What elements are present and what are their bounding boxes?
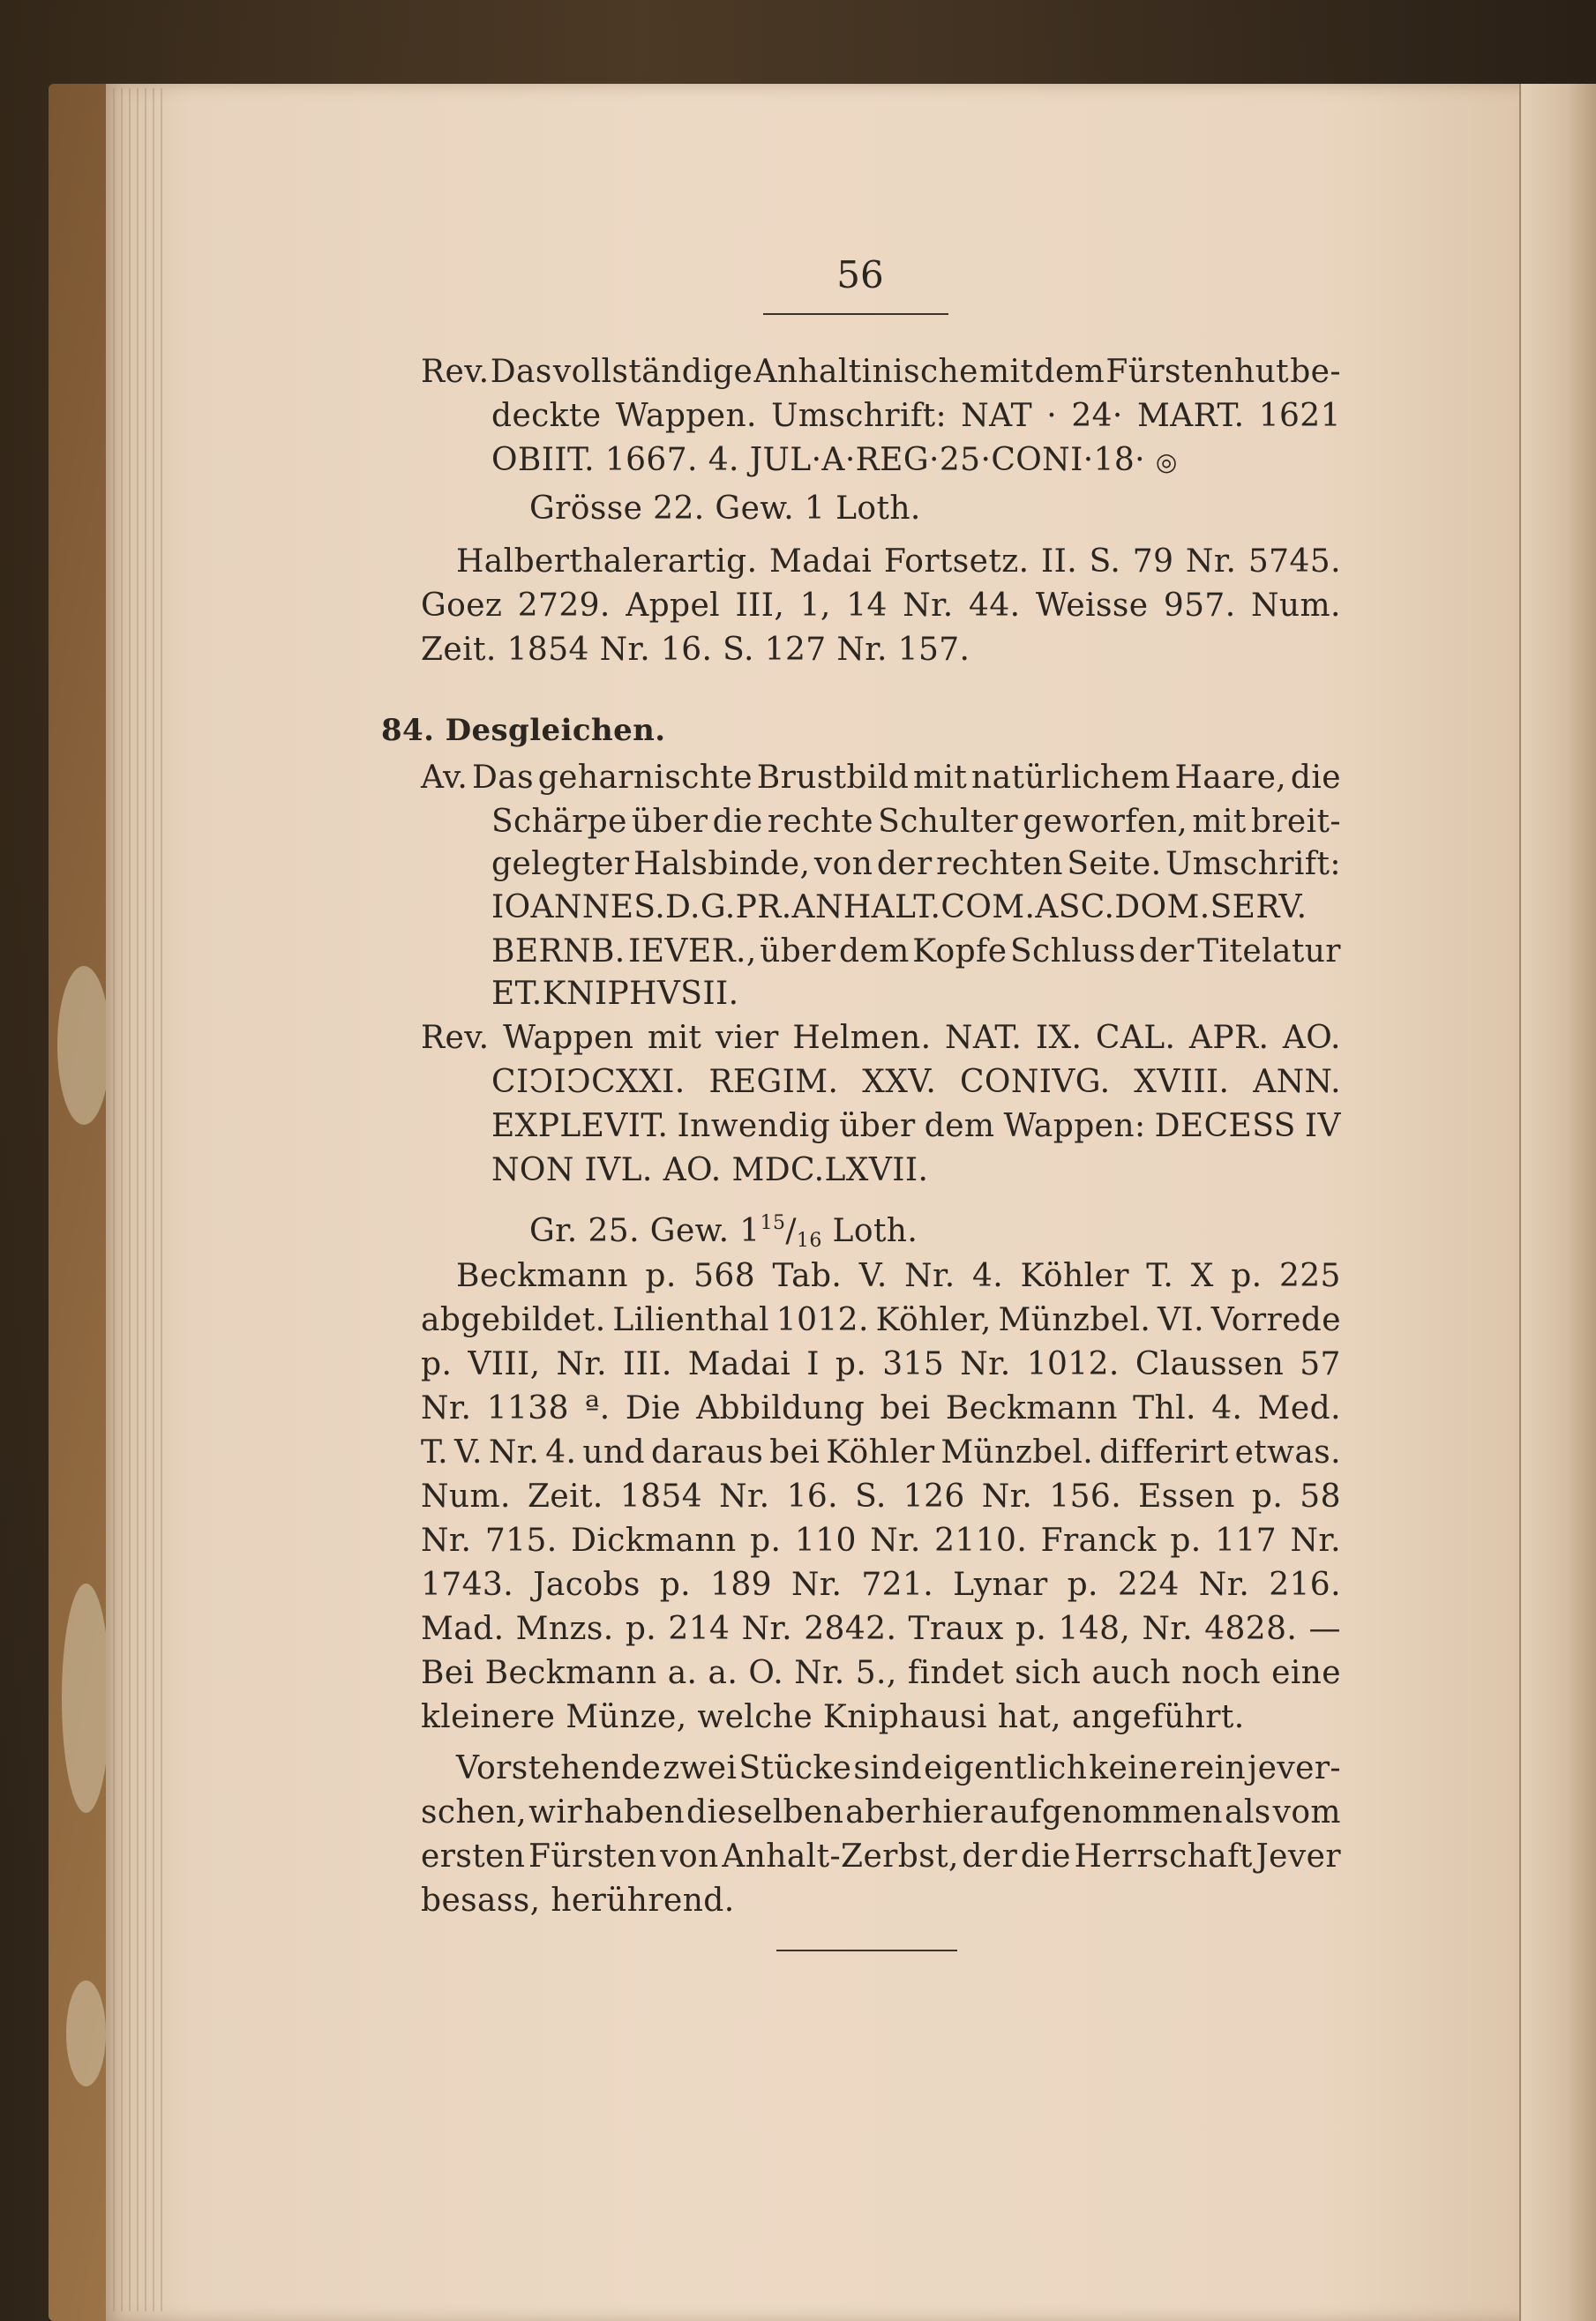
word: sind bbox=[853, 1750, 923, 1786]
text-line: kleinere Münze, welche Kniphausi hat, angeführt. bbox=[421, 1699, 1245, 1735]
word: Madai bbox=[687, 1346, 791, 1382]
word: Nr. bbox=[719, 1479, 770, 1515]
word: Num. bbox=[421, 1479, 511, 1515]
word: Madai bbox=[768, 543, 873, 580]
word: Med. bbox=[1257, 1390, 1341, 1426]
word: Weisse bbox=[1035, 588, 1149, 624]
word: noch bbox=[1181, 1655, 1261, 1691]
word: Haare, bbox=[1174, 760, 1287, 796]
text-line bbox=[456, 1257, 1341, 1296]
word: CONIVG. bbox=[959, 1064, 1111, 1100]
word: aufgenommen bbox=[989, 1794, 1224, 1831]
word: Die bbox=[625, 1390, 681, 1426]
word: p. bbox=[1231, 1258, 1263, 1294]
word: T. bbox=[1146, 1258, 1174, 1294]
word: p. bbox=[1015, 1611, 1047, 1647]
word: 4828. bbox=[1204, 1611, 1298, 1647]
word: über bbox=[632, 804, 708, 840]
page-number: 56 bbox=[836, 253, 884, 296]
word: Rev. bbox=[421, 1020, 490, 1056]
word: 721. bbox=[861, 1567, 934, 1603]
word: 1, bbox=[799, 588, 831, 624]
word: vier bbox=[715, 1020, 779, 1056]
word: Titelatur bbox=[1197, 933, 1341, 970]
word: hier bbox=[921, 1794, 988, 1831]
word: 57 bbox=[1300, 1346, 1341, 1382]
word: Nr. bbox=[556, 1346, 607, 1382]
word: 214 bbox=[668, 1611, 731, 1647]
text-line: besass, herührend. bbox=[421, 1883, 735, 1919]
word: abgebildet. bbox=[421, 1302, 606, 1338]
text-line bbox=[491, 803, 1341, 842]
word: Nr. bbox=[903, 588, 954, 624]
text-line bbox=[421, 1345, 1341, 1384]
fraction-slash: / bbox=[785, 1213, 797, 1249]
word: S. bbox=[855, 1479, 887, 1515]
weight-line bbox=[529, 1204, 918, 1261]
word: Halberthalerartig. bbox=[456, 543, 758, 580]
word: Münzbel. bbox=[998, 1302, 1151, 1338]
word: p. bbox=[1067, 1567, 1098, 1603]
word: mit bbox=[1192, 804, 1247, 840]
word: natürlichem bbox=[971, 760, 1171, 796]
entry-heading: 84. Desgleichen. bbox=[381, 713, 666, 748]
word: p. bbox=[625, 1611, 657, 1647]
word: IX. bbox=[1035, 1020, 1083, 1056]
word: die bbox=[712, 804, 763, 840]
word: 216. bbox=[1269, 1567, 1341, 1603]
word: Num. bbox=[1251, 588, 1341, 624]
word: die bbox=[1290, 760, 1341, 796]
word: geharnischte bbox=[537, 760, 753, 796]
word: IOANNES.D.G.PR.ANHALT.COM.ASC.DOM.SERV. bbox=[491, 889, 1308, 925]
word: Franck bbox=[1040, 1523, 1157, 1559]
word: Fürstenhut bbox=[1105, 354, 1290, 390]
text-line bbox=[421, 1389, 1341, 1428]
word: APR. bbox=[1188, 1020, 1270, 1056]
text-line bbox=[421, 1793, 1341, 1832]
word: 2110. bbox=[934, 1523, 1028, 1559]
weight-text: Gr. 25. Gew. 1 bbox=[529, 1213, 761, 1249]
word: Münzbel. bbox=[940, 1434, 1094, 1471]
word: V. bbox=[858, 1258, 888, 1294]
word: Das bbox=[471, 760, 534, 796]
word: 2842. bbox=[804, 1611, 897, 1647]
word: Anhaltinische bbox=[753, 354, 978, 390]
text-line bbox=[421, 1610, 1341, 1649]
text-line bbox=[421, 1654, 1341, 1693]
word: gelegter bbox=[491, 846, 630, 882]
word: II. bbox=[1041, 543, 1078, 580]
word: Nr. bbox=[421, 1390, 472, 1426]
word: Umschrift: bbox=[771, 398, 948, 434]
word: eine bbox=[1271, 1655, 1341, 1691]
word: Beckmann bbox=[484, 1655, 657, 1691]
word: Nr. bbox=[904, 1258, 955, 1294]
word: 5745. bbox=[1248, 543, 1341, 580]
word: 315 bbox=[882, 1346, 945, 1382]
word: Nr. bbox=[960, 1346, 1011, 1382]
word: Fortsetz. bbox=[883, 543, 1030, 580]
word: Nr. bbox=[488, 1434, 540, 1471]
word: O. bbox=[748, 1655, 784, 1691]
word: 5., bbox=[855, 1655, 897, 1691]
word: p. bbox=[835, 1346, 867, 1382]
word: aber bbox=[845, 1794, 920, 1831]
text-line: OBIIT. 1667. 4. JUL·A·REG·25·CONI·18· bbox=[491, 442, 1145, 478]
text-line bbox=[491, 845, 1341, 884]
word: Appel bbox=[626, 588, 721, 624]
word: NAT. bbox=[944, 1020, 1023, 1056]
word: Anhalt-Zerbst, bbox=[722, 1838, 959, 1875]
word: vom bbox=[1272, 1794, 1341, 1831]
text-line bbox=[421, 1838, 1341, 1876]
word: Zeit. bbox=[527, 1479, 603, 1515]
word: Nr. bbox=[741, 1611, 792, 1647]
word: mit bbox=[647, 1020, 702, 1056]
word: Inwendig bbox=[677, 1108, 831, 1144]
word: als bbox=[1224, 1794, 1271, 1831]
word: der bbox=[1138, 933, 1195, 970]
word: Bei bbox=[421, 1655, 475, 1691]
word: Beckmann bbox=[945, 1390, 1118, 1426]
word: be- bbox=[1290, 354, 1341, 390]
text-line bbox=[491, 441, 1178, 482]
word: Rev. bbox=[421, 354, 490, 390]
word: dem bbox=[839, 933, 910, 970]
word: Umschrift: bbox=[1165, 846, 1341, 882]
word: rein bbox=[1180, 1750, 1247, 1786]
text-line bbox=[421, 1478, 1341, 1516]
word: dieselben bbox=[686, 1794, 844, 1831]
header-rule bbox=[763, 313, 948, 315]
word: Dickmann bbox=[571, 1523, 737, 1559]
word: mit bbox=[979, 354, 1034, 390]
word: deckte bbox=[491, 398, 602, 434]
fraction-numerator: 15 bbox=[760, 1212, 786, 1234]
word: der bbox=[876, 846, 933, 882]
word: Fürsten bbox=[528, 1838, 657, 1875]
word: Köhler, bbox=[875, 1302, 992, 1338]
word: 957. bbox=[1163, 588, 1236, 624]
word: etwas. bbox=[1234, 1434, 1341, 1471]
word: IEVER., bbox=[628, 933, 757, 970]
word: rechten bbox=[936, 846, 1063, 882]
word: Nr. bbox=[794, 1655, 845, 1691]
word: p. bbox=[1251, 1479, 1284, 1515]
word: 24· bbox=[1071, 398, 1123, 434]
ornament-symbol: ◎ bbox=[1155, 447, 1178, 476]
word: 1138 bbox=[486, 1390, 569, 1426]
word: eigentlich bbox=[924, 1750, 1088, 1786]
word: p. bbox=[421, 1346, 453, 1382]
word: 148, bbox=[1058, 1611, 1131, 1647]
word: mit bbox=[912, 760, 968, 796]
word: BERNB. bbox=[491, 933, 626, 970]
text-line bbox=[421, 1566, 1341, 1605]
word: Lilienthal bbox=[612, 1302, 769, 1338]
word: Nr. bbox=[981, 1479, 1033, 1515]
word: 4. bbox=[1211, 1390, 1243, 1426]
text-line bbox=[421, 1434, 1341, 1472]
word: S. bbox=[1089, 543, 1121, 580]
word: Seite. bbox=[1067, 846, 1162, 882]
word: Av. bbox=[421, 760, 468, 796]
word: T. bbox=[421, 1434, 448, 1471]
text-line: ET.KNIPHVSII. bbox=[491, 976, 739, 1012]
word: NAT bbox=[961, 398, 1033, 434]
word: AO. bbox=[1282, 1020, 1341, 1056]
word: 4. bbox=[545, 1434, 577, 1471]
word: · bbox=[1046, 398, 1058, 434]
word: 715. bbox=[484, 1523, 558, 1559]
word: Vorstehende bbox=[456, 1750, 662, 1786]
word: Nr. bbox=[1290, 1523, 1341, 1559]
word: keine bbox=[1089, 1750, 1179, 1786]
word: findet bbox=[907, 1655, 1005, 1691]
word: a. bbox=[667, 1655, 698, 1691]
word: III. bbox=[623, 1346, 672, 1382]
word: a. bbox=[708, 1655, 738, 1691]
word: 568 bbox=[693, 1258, 756, 1294]
text-line bbox=[491, 397, 1341, 436]
word: über bbox=[839, 1108, 916, 1144]
word: Kopfe bbox=[912, 933, 1008, 970]
word: p. bbox=[659, 1567, 692, 1603]
text-line bbox=[456, 543, 1341, 581]
word: VI. bbox=[1158, 1302, 1204, 1338]
word: Helmen. bbox=[792, 1020, 932, 1056]
word: Abbildung bbox=[696, 1390, 865, 1426]
text-line bbox=[491, 888, 1341, 927]
word: Jacobs bbox=[533, 1567, 641, 1603]
word: 1743. bbox=[421, 1567, 514, 1603]
word: XVIII. bbox=[1134, 1064, 1230, 1100]
word: dem bbox=[1034, 354, 1105, 390]
word: 224 bbox=[1117, 1567, 1180, 1603]
word: sich bbox=[1015, 1655, 1082, 1691]
word: rechte bbox=[767, 804, 873, 840]
word: IV bbox=[1304, 1108, 1341, 1144]
word: VIII, bbox=[468, 1346, 541, 1382]
word: 156. bbox=[1049, 1479, 1122, 1515]
word: Traux bbox=[908, 1611, 1004, 1647]
word: 117 bbox=[1215, 1523, 1278, 1559]
word: Goez bbox=[421, 588, 503, 624]
word: breit- bbox=[1250, 804, 1341, 840]
word: geworfen, bbox=[1023, 804, 1188, 840]
word: Brustbild bbox=[756, 760, 910, 796]
word: Köhler bbox=[826, 1434, 935, 1471]
text-line bbox=[421, 759, 1341, 797]
word: 189 bbox=[710, 1567, 772, 1603]
weight-unit: Loth. bbox=[821, 1213, 918, 1249]
word: Wappen: bbox=[1003, 1108, 1146, 1144]
word: differirt bbox=[1099, 1434, 1229, 1471]
word: Essen bbox=[1138, 1479, 1235, 1515]
word: Stücke bbox=[738, 1750, 852, 1786]
word: Schluss bbox=[1009, 933, 1136, 970]
word: bei bbox=[880, 1390, 931, 1426]
word: — bbox=[1308, 1611, 1341, 1647]
fraction-denominator: 16 bbox=[796, 1230, 822, 1252]
word: von bbox=[813, 846, 873, 882]
word: Lynar bbox=[953, 1567, 1048, 1603]
word: V. bbox=[453, 1434, 483, 1471]
word: zwei bbox=[663, 1750, 738, 1786]
word: 110 bbox=[794, 1523, 857, 1559]
word: p. bbox=[750, 1523, 782, 1559]
text-line bbox=[491, 1107, 1341, 1146]
word: 14 bbox=[846, 588, 888, 624]
word: III, bbox=[735, 588, 785, 624]
word: die bbox=[1020, 1838, 1071, 1875]
word: CIϽIϽCXXI. bbox=[491, 1064, 686, 1100]
word: haben bbox=[583, 1794, 686, 1831]
word: Schärpe bbox=[491, 804, 627, 840]
word: Schulter bbox=[878, 804, 1019, 840]
word: 2729. bbox=[517, 588, 611, 624]
word: 44. bbox=[969, 588, 1021, 624]
word: von bbox=[660, 1838, 719, 1875]
word: 126 bbox=[903, 1479, 965, 1515]
word: schen, bbox=[421, 1794, 528, 1831]
word: 4. bbox=[972, 1258, 1004, 1294]
word: 1621 bbox=[1258, 398, 1341, 434]
word: 1854 bbox=[619, 1479, 702, 1515]
word: Thl. bbox=[1133, 1390, 1196, 1426]
word: Nr. bbox=[1198, 1567, 1250, 1603]
word: Jever bbox=[1255, 1838, 1341, 1875]
word: Mnzs. bbox=[515, 1611, 614, 1647]
word: Halsbinde, bbox=[633, 846, 811, 882]
word: Wappen. bbox=[615, 398, 757, 434]
text-line bbox=[456, 1749, 1341, 1788]
word: EXPLEVIT. bbox=[491, 1108, 669, 1144]
word: Wappen bbox=[503, 1020, 634, 1056]
word: über bbox=[760, 933, 836, 970]
word: Das bbox=[490, 354, 552, 390]
word: Claussen bbox=[1135, 1346, 1285, 1382]
word: Nr. bbox=[1142, 1611, 1193, 1647]
word: XXV. bbox=[862, 1064, 937, 1100]
word: ª. bbox=[584, 1390, 611, 1426]
word: 1012. bbox=[1026, 1346, 1120, 1382]
word: p. bbox=[645, 1258, 677, 1294]
word: CAL. bbox=[1095, 1020, 1176, 1056]
word: REGIM. bbox=[708, 1064, 839, 1100]
word: Beckmann bbox=[456, 1258, 628, 1294]
word: Nr. bbox=[421, 1523, 472, 1559]
text-line bbox=[421, 1019, 1341, 1058]
text-line: NON IVL. AO. MDC.LXVII. bbox=[491, 1152, 929, 1188]
word: p. bbox=[1170, 1523, 1202, 1559]
word: 1012. bbox=[776, 1302, 869, 1338]
word: bei bbox=[769, 1434, 820, 1471]
word: X bbox=[1190, 1258, 1214, 1294]
word: vollständige bbox=[552, 354, 753, 390]
word: Nr. bbox=[870, 1523, 921, 1559]
word: Tab. bbox=[772, 1258, 843, 1294]
footer-rule bbox=[776, 1950, 957, 1951]
word: wir bbox=[528, 1794, 582, 1831]
word: ersten bbox=[421, 1838, 526, 1875]
word: Vorrede bbox=[1210, 1302, 1341, 1338]
word: 16. bbox=[786, 1479, 839, 1515]
text-line bbox=[421, 1301, 1341, 1340]
word: auch bbox=[1091, 1655, 1171, 1691]
word: und bbox=[582, 1434, 645, 1471]
text-line bbox=[491, 932, 1341, 971]
word: dem bbox=[924, 1108, 995, 1144]
word: Köhler bbox=[1020, 1258, 1129, 1294]
word: der bbox=[962, 1838, 1018, 1875]
word: Mad. bbox=[421, 1611, 505, 1647]
word: 79 bbox=[1132, 543, 1174, 580]
word: 225 bbox=[1278, 1258, 1341, 1294]
word: DECESS bbox=[1154, 1108, 1296, 1144]
word: 58 bbox=[1300, 1479, 1341, 1515]
text-line: Grösse 22. Gew. 1 Loth. bbox=[529, 490, 921, 527]
word: ANN. bbox=[1253, 1064, 1341, 1100]
word: MART. bbox=[1136, 398, 1245, 434]
text-line bbox=[421, 1522, 1341, 1561]
word: I bbox=[806, 1346, 820, 1382]
text-line bbox=[421, 587, 1341, 625]
word: Nr. bbox=[1185, 543, 1237, 580]
word: jever- bbox=[1248, 1750, 1341, 1786]
text-line: Zeit. 1854 Nr. 16. S. 127 Nr. 157. bbox=[421, 632, 970, 668]
text-line bbox=[491, 1063, 1341, 1102]
word: Nr. bbox=[791, 1567, 843, 1603]
text-line bbox=[421, 353, 1341, 392]
word: Herrschaft bbox=[1074, 1838, 1253, 1875]
word: daraus bbox=[650, 1434, 764, 1471]
